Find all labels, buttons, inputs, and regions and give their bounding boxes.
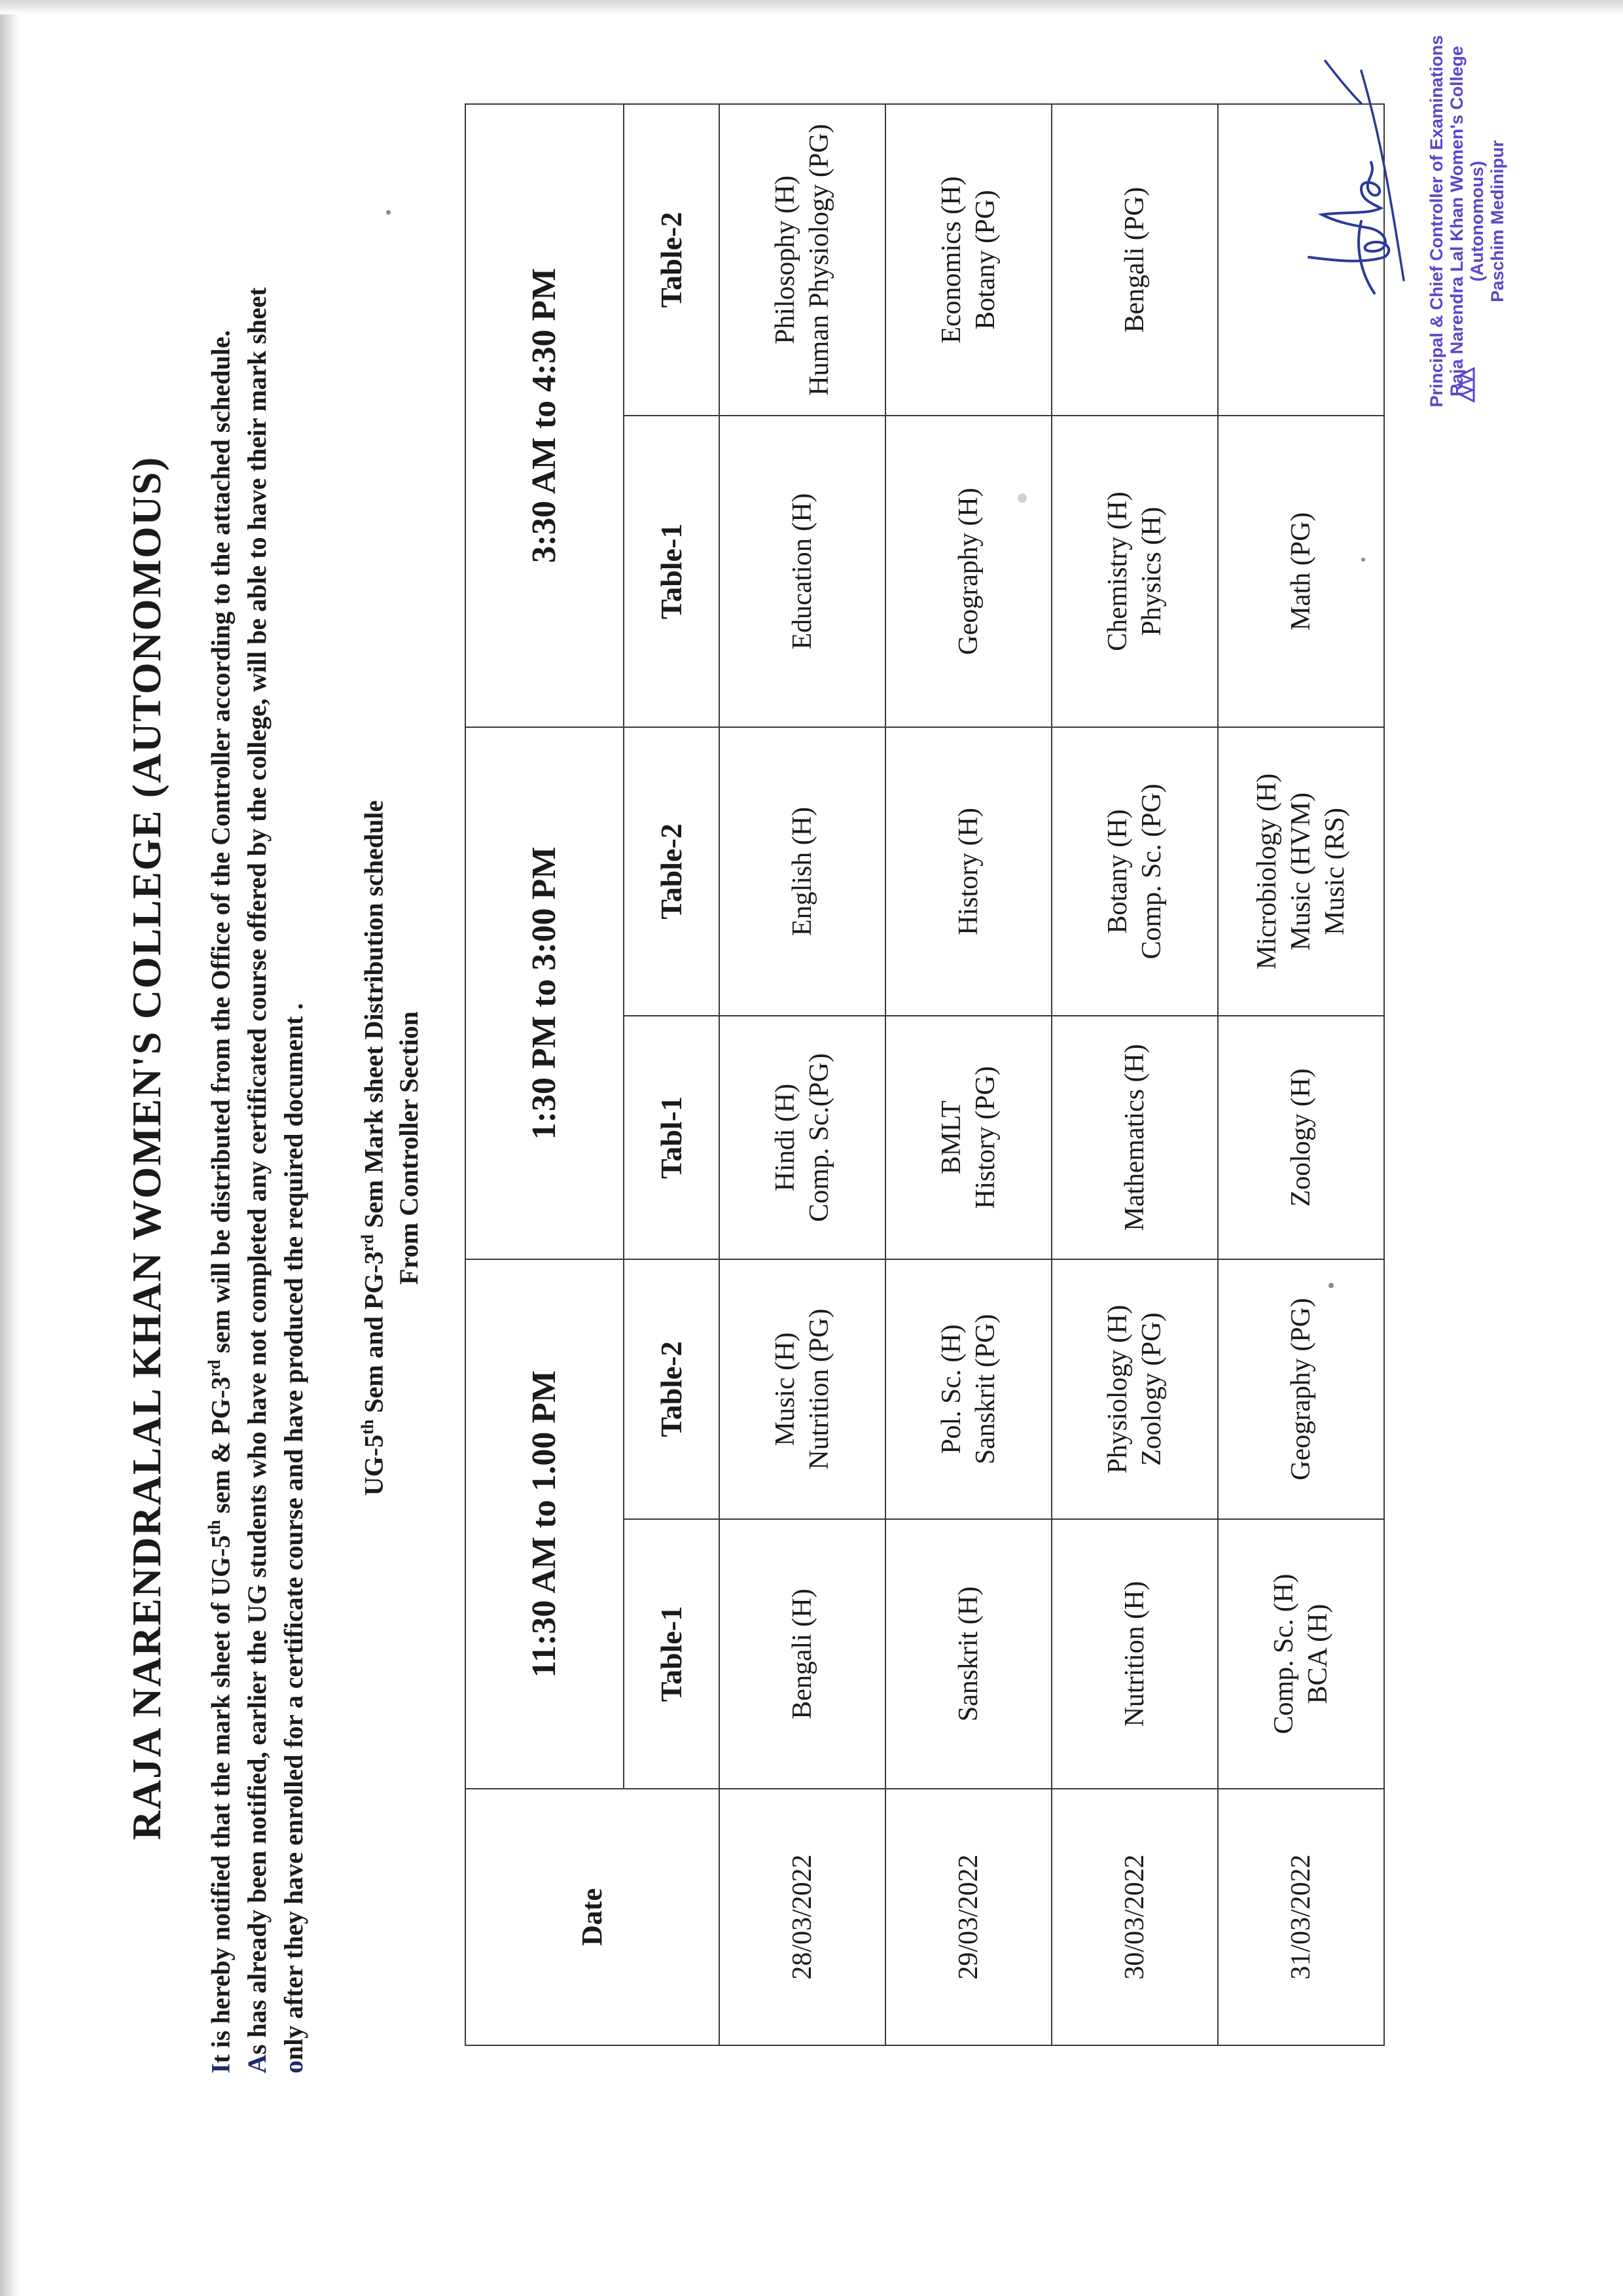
subject-line: Physiology (H) — [1103, 1304, 1133, 1474]
subject-cell — [1052, 1016, 1218, 1259]
table-row — [885, 104, 1052, 2045]
signature-stamp-block — [1263, 12, 1538, 431]
table-row — [1052, 104, 1218, 2045]
subject-cell — [885, 727, 1052, 1016]
date-cell: 31/03/2022 — [1218, 1789, 1384, 2045]
subject-line: Botany (PG) — [971, 190, 1001, 330]
slot-1-table-1-header: Table-1 — [624, 1519, 719, 1789]
slot-header-1: 11:30 AM to 1.00 PM — [465, 1259, 624, 1789]
stamp-line-2: Raja Narendra Lal Khan Women's College — [1447, 46, 1467, 397]
stamp-line-4: Paschim Medinipur — [1488, 140, 1507, 302]
subject-cell — [1218, 1519, 1384, 1789]
notice-line-1 — [196, 175, 239, 2073]
slot-header-2: 1:30 PM to 3:00 PM — [465, 727, 624, 1259]
table-header-tables-row — [624, 104, 719, 2045]
subject-cell — [1218, 1259, 1384, 1519]
date-cell: 28/03/2022 — [719, 1789, 885, 2045]
subject-line: English (H) — [787, 806, 817, 937]
scan-speck — [386, 210, 391, 215]
subject-line: Mathematics (H) — [1120, 1044, 1150, 1231]
college-title: RAJA NARENDRALAL KHAN WOMEN'S COLLEGE (AUTONOMOUS) — [125, 456, 169, 1840]
subject-line: Microbiology (H) — [1252, 773, 1282, 970]
subject-line: Bengali (PG) — [1120, 187, 1150, 333]
subject-cell — [1052, 1519, 1218, 1789]
subject-line: Math (PG) — [1286, 512, 1316, 631]
subject-line: Comp. Sc. (PG) — [1137, 783, 1167, 960]
subject-line: Physics (H) — [1137, 507, 1167, 636]
subject-line: Botany (H) — [1103, 809, 1133, 934]
subheading-sup-a: th — [358, 1419, 377, 1435]
subject-line: Sanskrit (H) — [954, 1586, 984, 1722]
subject-line: Bengali (H) — [787, 1588, 817, 1719]
subject-cell — [719, 416, 885, 727]
subject-cell — [885, 416, 1052, 727]
subject-cell — [719, 1519, 885, 1789]
scan-speck — [1329, 1283, 1334, 1288]
subject-cell — [885, 1519, 1052, 1789]
subheading-text-b: Sem and PG-3 — [359, 1251, 389, 1420]
subject-cell — [719, 727, 885, 1016]
subject-cell — [1052, 416, 1218, 727]
scan-speck — [1361, 558, 1365, 562]
subject-line: Music (HVM) — [1286, 792, 1316, 951]
subject-cell — [719, 1016, 885, 1259]
subject-line: Music (H) — [770, 1332, 800, 1446]
subject-cell — [1052, 104, 1218, 416]
subject-line: Nutrition (H) — [1120, 1581, 1150, 1727]
subject-cell — [719, 1259, 885, 1519]
subject-line: Hindi (H) — [770, 1083, 800, 1192]
subject-cell — [885, 1016, 1052, 1259]
subject-cell — [719, 104, 885, 416]
subheading-line-2: From Controller Section — [394, 1011, 424, 1285]
subject-line: Nutrition (PG) — [804, 1308, 834, 1470]
slot-2-table-2-header: Table-2 — [624, 727, 719, 1016]
subject-cell — [1052, 1259, 1218, 1519]
distribution-schedule-table — [465, 103, 1385, 2046]
subject-line: Zoology (PG) — [1137, 1312, 1167, 1466]
subject-line: BMLT — [936, 1100, 967, 1175]
subject-line: History (H) — [954, 808, 984, 935]
notice-line-3 — [276, 175, 312, 2073]
table-row — [719, 104, 885, 2045]
subject-line: Geography (PG) — [1286, 1298, 1316, 1480]
date-cell: 29/03/2022 — [885, 1789, 1052, 2045]
notice-line-1-sup-b: rd — [205, 1359, 224, 1377]
notice-line-1-text-a: t is hereby notified that the mark sheet of UG-5 — [205, 1535, 236, 2064]
subject-line: Sanskrit (PG) — [971, 1314, 1001, 1465]
subject-cell — [1218, 1016, 1384, 1259]
stamp-line-1: Principal & Chief Controller of Examinations — [1427, 35, 1446, 408]
date-cell: 30/03/2022 — [1052, 1789, 1218, 2045]
notice-paragraph — [196, 175, 312, 2073]
notice-line-2-lead: A — [242, 2054, 272, 2073]
scan-speck — [1018, 493, 1027, 503]
subject-line: Comp. Sc.(PG) — [804, 1053, 834, 1222]
notice-line-1-sup-a: th — [205, 1520, 224, 1535]
subject-cell — [885, 1259, 1052, 1519]
subject-line: Comp. Sc. (H) — [1269, 1573, 1299, 1734]
subheading-text-c: Sem Mark sheet Distribution schedule — [359, 800, 389, 1235]
subject-line: Chemistry (H) — [1103, 492, 1133, 651]
subject-line: History (PG) — [971, 1066, 1001, 1210]
subject-cell — [1218, 727, 1384, 1016]
subject-cell — [1052, 727, 1218, 1016]
subject-line: Geography (H) — [954, 488, 984, 655]
subject-cell — [1218, 416, 1384, 727]
subject-line: Philosophy (H) — [770, 175, 800, 344]
official-stamp — [1427, 12, 1508, 431]
notice-line-1-text-b: sem & PG-3 — [205, 1376, 236, 1520]
notice-line-3-lead: o — [279, 2060, 309, 2073]
slot-header-3: 3:30 AM to 4:30 PM — [465, 104, 624, 727]
subject-line: Human Physiology (PG) — [804, 124, 834, 396]
subject-line: Education (H) — [787, 493, 817, 650]
slot-3-table-2-header: Table-2 — [624, 104, 719, 416]
notice-line-2 — [239, 175, 276, 2073]
subheading-text-a: UG-5 — [359, 1434, 389, 1496]
subject-line: Music (RS) — [1320, 808, 1350, 935]
notice-line-1-text-c: sem will be distributed from the Office of the Controller according to the attached schedule. — [205, 330, 236, 1360]
subject-line: BCA (H) — [1303, 1604, 1333, 1704]
subject-line: Economics (H) — [936, 176, 967, 344]
slot-2-table-1-header: Tabl-1 — [624, 1016, 719, 1259]
subheading-line-1 — [350, 0, 391, 2296]
schedule-subheading — [350, 0, 427, 2296]
notice-line-2-text: s has already been notified, earlier the UG students who have not completed any certificated course offered by the college, will be able to have their mark sheet — [242, 287, 272, 2055]
subheading-sup-b: rd — [358, 1234, 377, 1252]
notice-line-3-text: nly after they have enrolled for a certificate course and have produced the required document . — [279, 1003, 309, 2060]
handwritten-signature — [1263, 45, 1427, 319]
subject-cell — [885, 104, 1052, 416]
table-header-slots-row — [465, 104, 624, 2045]
subject-line: Zoology (H) — [1286, 1068, 1316, 1207]
notice-line-1-lead: I — [205, 2063, 236, 2073]
stamp-line-3: (Autonomous) — [1467, 160, 1487, 282]
date-column-header: Date — [465, 1789, 719, 2045]
slot-3-table-1-header: Table-1 — [624, 416, 719, 727]
slot-1-table-2-header: Table-2 — [624, 1259, 719, 1519]
subject-line: Pol. Sc. (H) — [936, 1324, 967, 1454]
